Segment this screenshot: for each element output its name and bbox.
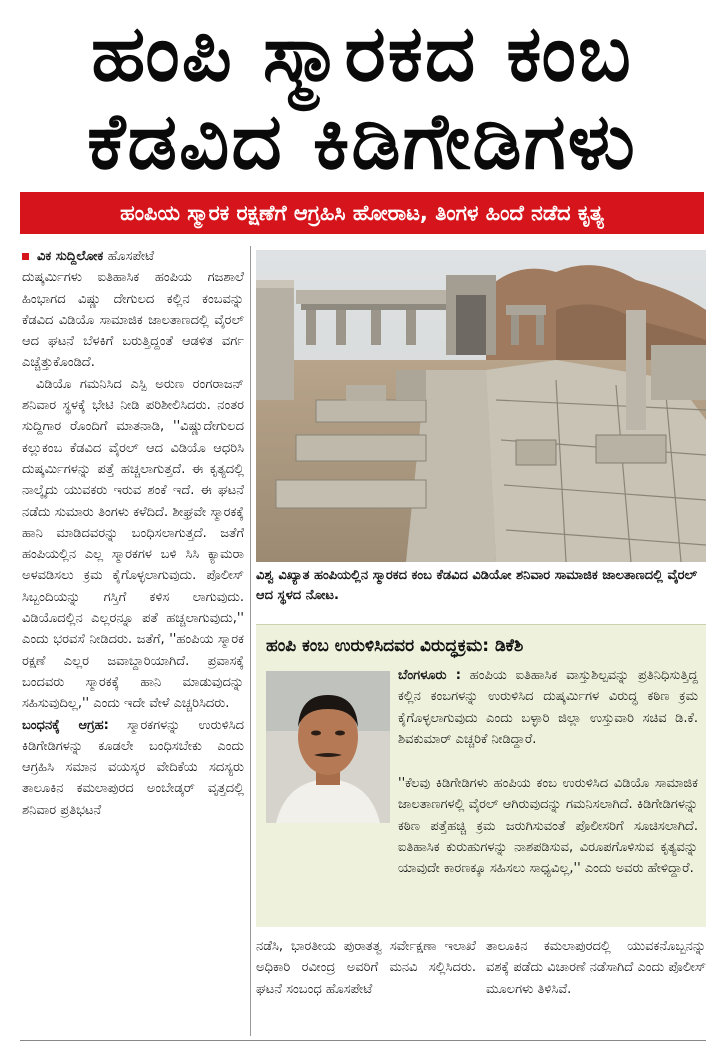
related-news-dateline: ಬೆಂಗಳೂರು : — [398, 668, 461, 683]
headline-line-1: ಹಂಪಿ ಸ್ಮಾರಕದ ಕಂಬ — [91, 9, 633, 99]
headline-line-2: ಕೆಡವಿದ ಕಿಡಿಗೇಡಿಗಳು — [87, 97, 637, 187]
article-column-3: ತಾಲೂಕಿನ ಕಮಲಾಪುರದಲ್ಲಿ ಯುವಕನೊಬ್ಬನನ್ನು ವಶಕ್ಕೆ ಪಡೆದು ವಿಚಾರಣೆ ನಡೆಸಾಗಿದೆ ಎಂದು ಪೊಲೀಸ್ ಮೂಲಗಳು ತಿಳಿಸಿವೆ. — [486, 939, 706, 997]
related-news-paragraph-2: ''ಕೆಲವು ಕಿಡಿಗೇಡಿಗಳು ಹಂಪಿಯ ಕಂಬ ಉರುಳಿಸಿದ ವಿಡಿಯೊ ಸಾಮಾಜಿಕ ಜಾಲತಾಣಗಳಲ್ಲಿ ವೈರಲ್ ಆಗಿರುವುದನ್ನು ಗಮನಿಸಲಾಗಿದೆ. ಕಿಡಿಗೇಡಿಗಳನ್ನು ಕಠಿಣ ಪತ್ತೆಹಚ್ಚಿ ಕ್ರಮ ಜರುಗಿಸುವಂತೆ ಪೊಲೀಸರಿಗೆ ಸೂಚಿಸಲಾಗಿದೆ. ಐತಿಹಾಸಿಕ ಕುರುಹುಗಳನ್ನು ನಾಶಪಡಿಸುವ, ವಿರೂಪಗೊಳಿಸುವ ಕೃತ್ಯವನ್ನು ಯಾವುದೇ ಕಾರಣಕ್ಕೂ ಸಹಿಸಲು ಸಾಧ್ಯವಿಲ್ಲ,'' ಎಂದು ಅವರು ಹೇಳಿದ್ದಾರೆ. — [398, 776, 698, 877]
related-news-text-1 — [398, 665, 698, 750]
byline-place: ಹೊಸಪೇಟೆ — [107, 249, 155, 264]
photo-caption: ವಿಶ್ವ ವಿಖ್ಯಾತ ಹಂಪಿಯಲ್ಲಿನ ಸ್ಮಾರಕದ ಕಂಬ ಕೆಡವಿದ ವಿಡಿಯೋ ಶನಿವಾರ ಸಾಮಾಜಿಕ ಜಾಲತಾಣದಲ್ಲಿ ವೈರಲ್ ಆದ ಸ್ಥಳದ ನೋಟ. — [256, 568, 698, 603]
article-paragraph-2: ವಿಡಿಯೊ ಗಮನಿಸಿದ ಎಸ್ಪಿ ಅರುಣ ರಂಗರಾಜನ್ ಶನಿವಾರ ಸ್ಥಳಕ್ಕೆ ಭೇಟಿ ನೀಡಿ ಪರಿಶೀಲಿಸಿದರು. ನಂತರ ಸುದ್ದಿಗಾರ ರೊಂದಿಗೆ ಮಾತನಾಡಿ, ''ವಿಷ್ಣುದೇಗುಲದ ಕಲ್ಲುಕಂಬ ಕೆಡವಿದ ವೈರಲ್ ಆದ ವಿಡಿಯೊ ಆಧರಿಸಿ ದುಷ್ಕರ್ಮಿಗಳನ್ನು ಪತ್ತೆ ಹಚ್ಚಲಾಗುತ್ತದೆ. ಈ ಕೃತ್ಯದಲ್ಲಿ ನಾಲ್ಕೈದು ಯುವಕರು ಇರುವ ಶಂಕೆ ಇದೆ. ಈ ಘಟನೆ ನಡೆದು ಸುಮಾರು ತಿಂಗಳು ಕಳೆದಿದೆ. ಶೀಘ್ರವೇ ಸ್ಮಾರಕಕ್ಕೆ ಹಾನಿ ಮಾಡಿದವರನ್ನು ಬಂಧಿಸಲಾಗುತ್ತದೆ. ಜತೆಗೆ ಹಂಪಿಯಲ್ಲಿನ ಎಲ್ಲ ಸ್ಮಾರಕಗಳ ಬಳಿ ಸಿಸಿ ಕ್ಯಾಮರಾ ಅಳವಡಿಸಲು ಕ್ರಮ ಕೈಗೊಳ್ಳಲಾಗುವುದು. ಪೊಲೀಸ್ ಸಿಬ್ಬಂದಿಯನ್ನು ಗಸ್ತಿಗೆ ಕಳಿಸ ಲಾಗುವುದು. ವಿಡಿಯೊದಲ್ಲಿನ ಎಲ್ಲರನ್ನೂ ಪತೆ ಹಚ್ಚಲಾಗುವುದು,'' ಎಂದು ಭರವಸೆ ನೀಡಿದರು. ಜತೆಗೆ, ''ಹಂಪಿಯ ಸ್ಮಾರಕ ರಕ್ಷಣೆ ಎಲ್ಲರ ಜವಾಬ್ದಾರಿಯಾಗಿದೆ. ಪ್ರವಾಸಕ್ಕೆ ಬಂದವರು ಸ್ಮಾರಕಕ್ಕೆ ಹಾನಿ ಮಾಡುವುದನ್ನು ಸಹಿಸುವುದಿಲ್ಲ,'' ಎಂದು ಇದೇ ವೇಳೆ ಎಚ್ಚರಿಸಿದರು. — [22, 376, 244, 712]
article-column-2: ನಡೆಸಿ, ಭಾರತೀಯ ಪುರಾತತ್ವ ಸರ್ವೇಕ್ಷಣಾ ಇಲಾಖೆ ಅಧಿಕಾರಿ ರವೀಂದ್ರ ಅವರಿಗೆ ಮನವಿ ಸಲ್ಲಿಸಿದರು. ಘಟನೆ ಸಂಬಂಧ ಹೊಸಪೇಟೆ — [256, 939, 476, 997]
dk-shivakumar-portrait — [266, 671, 390, 823]
byline-source: ವಿಕ ಸುದ್ದಿಲೋಕ — [37, 249, 104, 264]
article-subhead: ಬಂಧನಕ್ಕೆ ಆಗ್ರಹ: — [22, 717, 109, 733]
byline — [22, 246, 244, 267]
bullet-square-icon — [22, 253, 29, 260]
bottom-rule — [20, 1040, 706, 1041]
subheadline-banner: ಹಂಪಿಯ ಸ್ಮಾರಕ ರಕ್ಷಣೆಗೆ ಆಗ್ರಹಿಸಿ ಹೋರಾಟ, ತಿಂಗಳ ಹಿಂದೆ ನಡೆದ ಕೃತ್ಯ — [20, 192, 704, 234]
column-divider — [250, 246, 251, 1036]
related-news-title: ಹಂಪಿ ಕಂಬ ಉರುಳಿಸಿದವರ ವಿರುದ್ಧಕ್ರಮ: ಡಿಕೆಶಿ — [266, 636, 524, 656]
article-column-1 — [22, 246, 244, 821]
article-paragraph-3 — [22, 715, 244, 821]
hampi-monument-photo — [256, 250, 706, 562]
article-paragraph-3-text: ಸ್ಮಾರಕಗಳನ್ನು ಉರುಳಿಸಿದ ಕಿಡಿಗೇಡಿಗಳನ್ನು ಕೂಡಲೇ ಬಂಧಿಸಬೇಕು ಎಂದು ಆಗ್ರಹಿಸಿ ಸಮಾನ ವಯಸ್ಕರ ವೇದಿಕೆಯ ಸದಸ್ಯರು ತಾಲೂಕಿನ ಕಮಲಾಪುರದ ಅಂಬೇಡ್ಕರ್ ವೃತ್ತದಲ್ಲಿ ಶನಿವಾರ ಪ್ರತಿಭಟನೆ — [22, 717, 244, 818]
article-paragraph-1: ದುಷ್ಕರ್ಮಿಗಳು ಐತಿಹಾಸಿಕ ಹಂಪಿಯ ಗಜಶಾಲೆ ಹಿಂಭಾಗದ ವಿಷ್ಣು ದೇಗುಲದ ಕಲ್ಲಿನ ಕಂಬವನ್ನು ಕೆಡವಿದ ವಿಡಿಯೊ ಸಾಮಾಜಿಕ ಜಾಲತಾಣದಲ್ಲಿ ವೈರಲ್ ಆದ ಘಟನೆ ಬೆಳಕಿಗೆ ಬರುತ್ತಿದ್ದಂತೆ ಆಡಳಿತ ವರ್ಗ ಎಚ್ಚೆತ್ತುಕೊಂಡಿದೆ. — [22, 270, 244, 371]
related-news-box — [256, 624, 706, 927]
related-news-paragraph-1: ಹಂಪಿಯ ಐತಿಹಾಸಿಕ ವಾಸ್ತುಶಿಲ್ಪವನ್ನು ಪ್ರತಿನಿಧಿಸುತ್ತಿದ್ದ ಕಲ್ಲಿನ ಕಂಬಗಳನ್ನು ಉರುಳಿಸಿದ ದುಷ್ಕರ್ಮಿಗಳ ವಿರುದ್ಧ ಕಠಿಣ ಕ್ರಮ ಕೈಗೊಳ್ಳಲಾಗುವುದು ಎಂದು ಬಳ್ಳಾರಿ ಜಿಲ್ಲಾ ಉಸ್ತುವಾರಿ ಸಚಿವ ಡಿ.ಕೆ. ಶಿವಕುಮಾರ್ ಎಚ್ಚರಿಕೆ ನೀಡಿದ್ದಾರೆ. — [398, 668, 698, 747]
